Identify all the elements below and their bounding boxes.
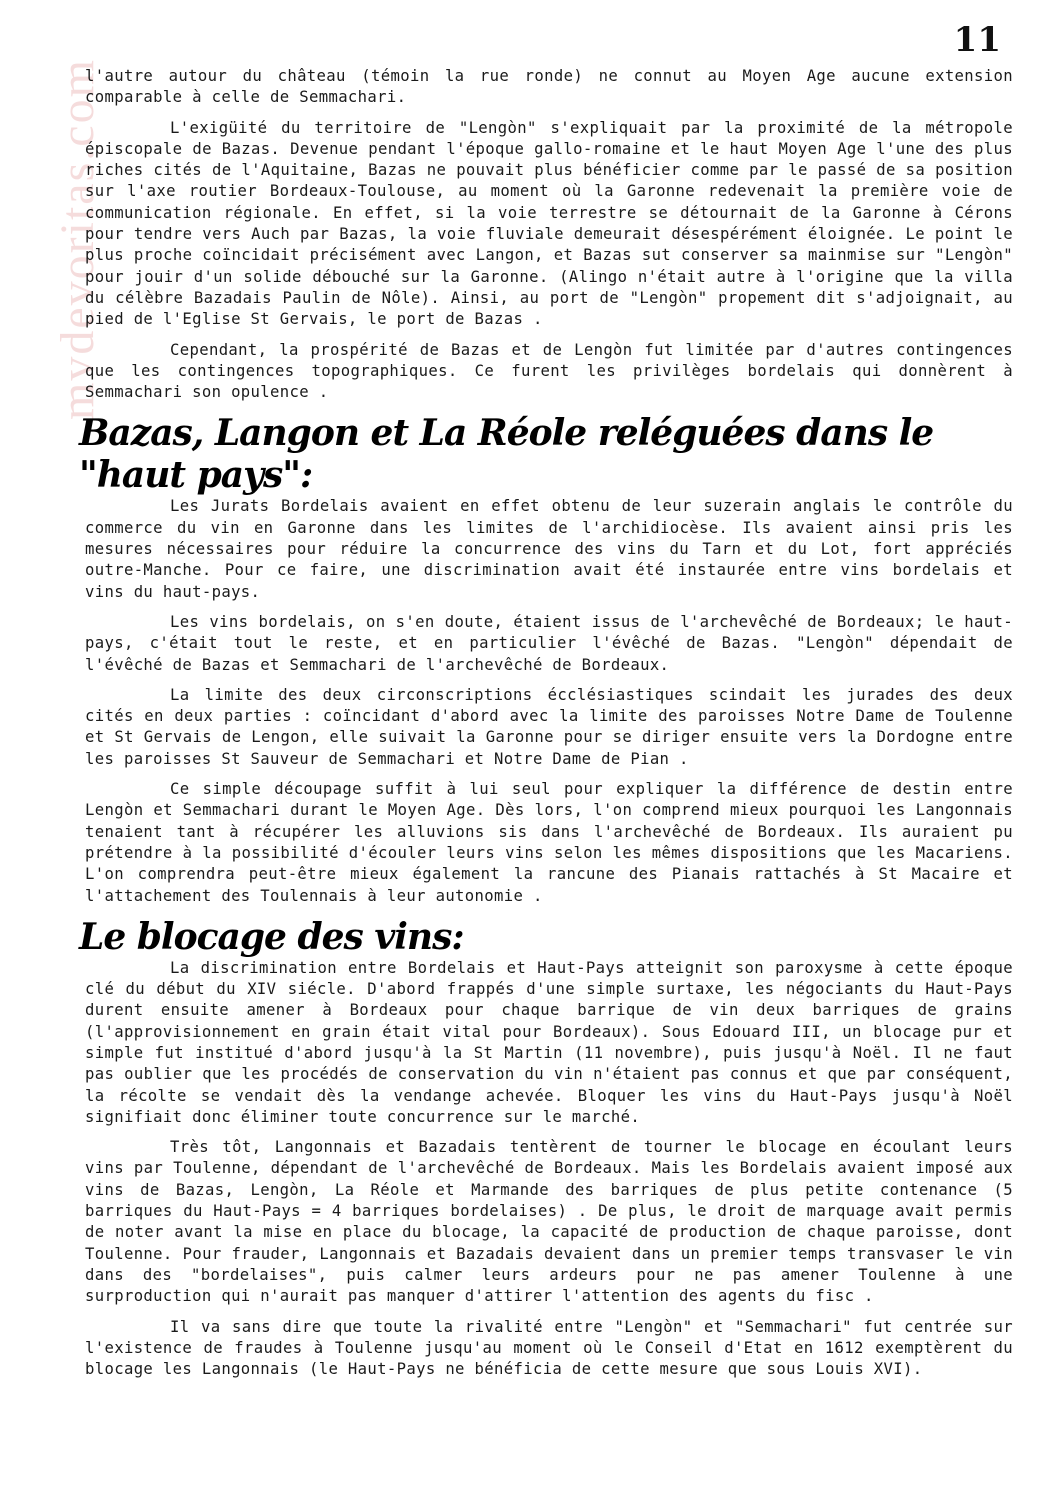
paragraph-section1-4: Ce simple découpage suffit à lui seul pour expliquer la différence de destin entre Lengòn et Semmachari durant le Moyen Age. Dès lors, l'on comprend mieux pourquoi les Langonnais tenaient tant à récupérer les alluvions sis dans l'archevêché de Bordeaux. Ils auraient pu prétendre à la possibilité d'écouler leurs vins selon les mêmes dispositions que les Macariens. L'on comprendra peut-être mieux également la rancune des Pianais rattachés à St Macaire et l'attachement des Toulennais à leur autonomie . bbox=[85, 780, 1013, 905]
page-number: 11 bbox=[953, 20, 1001, 60]
paragraph-section2-1: La discrimination entre Bordelais et Haut-Pays atteignit son paroxysme à cette époque clé du début du XIV siécle. D'abord frappés d'une simple surtaxe, les négociants du Haut-Pays durent ensuite amener à Bordeaux pour chaque barrique de vin deux barriques de grains (l'approvisionnement en grain était vital pour Bordeaux). Sous Edouard III, un blocage pur et simple fut institué d'abord jusqu'à la St Martin (11 novembre), puis jusqu'à Noël. Il ne faut pas oublier que les procédés de conservation du vin n'étaient pas connus et que par conséquent, la récolte se vendait dès la vendange achevée. Bloquer les vins du Haut-Pays jusqu'à Noël signifiait donc éliminer toute concurrence sur le marché. bbox=[85, 958, 1013, 1126]
section-heading-1: Bazas, Langon et La Réole reléguées dans le "haut pays": bbox=[79, 412, 934, 497]
paragraph-intro-2: L'exigüité du territoire de "Lengòn" s'expliquait par la proximité de la métropole épiscopale de Bazas. Devenue pendant l'époque gallo-romaine et le haut Moyen Age l'une des plus riches cités de l'Aquitaine, Bazas ne pouvait plus bénéficier comme par le passé de sa position sur l'axe routier Bordeaux-Toulouse, au moment où la Garonne redevenait la première voie de communication régionale. En effet, si la voie terrestre se détournait de la Garonne à Cérons pour tendre vers Auch par Bazas, la voie fluviale demeurait désespérément éloignée. Le point le plus proche coïncidait précisément avec Langon, et Bazas sut conserver sa mainmise sur "Lengòn" pour jouir d'un solide débouché sur la Garonne. (Alingo n'était autre à l'origine que la villa du célèbre Bazadais Paulin de Nôle). Ainsi, au port de "Lengòn" propement dit s'adjoignait, au pied de l'Eglise St Gervais, le port de Bazas . bbox=[85, 118, 1013, 329]
paragraph-section1-1: Les Jurats Bordelais avaient en effet obtenu de leur suzerain anglais le contrôle du commerce du vin en Garonne dans les limites de l'archidiocèse. Ils avaient ainsi pris les mesures nécessaires pour réduire la concurrence des vins du Tarn et du Lot, fort appréciés outre-Manche. Pour ce faire, une discrimination avait été instaurée entre vins bordelais et vins du haut-pays. bbox=[85, 497, 1013, 601]
document-body bbox=[79, 66, 1013, 1389]
paragraph-intro-1: l'autre autour du château (témoin la rue ronde) ne connut au Moyen Age aucune extension comparable à celle de Semmachari. bbox=[85, 67, 1013, 107]
watermark: mvdevoritas.com bbox=[51, 58, 104, 420]
paragraph-section1-3: La limite des deux circonscriptions écclésiastiques scindait les jurades des deux cités en deux parties : coïncidant d'abord avec la limite des paroisses Notre Dame de Toulenne et St Gervais de Lengon, elle suivait la Garonne pour se diriger ensuite vers la Dordogne entre les paroisses St Sauveur de Semmachari et Notre Dame de Pian . bbox=[85, 685, 1013, 768]
paragraph-section2-3: Il va sans dire que toute la rivalité entre "Lengòn" et "Semmachari" fut centrée sur l'existence de fraudes à Toulenne jusqu'au moment où le Conseil d'Etat en 1612 exemptèrent du blocage les Langonnais (le Haut-Pays ne bénéficia de cette mesure que sous Louis XVI). bbox=[85, 1317, 1013, 1379]
section-heading-2: Le blocage des vins: bbox=[79, 915, 464, 958]
paragraph-section1-2: Les vins bordelais, on s'en doute, étaient issus de l'archevêché de Bordeaux; le haut-pays, c'était tout le reste, et en particulier l'évêché de Bazas. "Lengòn" dépendait de l'évêché de Bazas et Semmachari de l'archevêché de Bordeaux. bbox=[85, 612, 1013, 674]
paragraph-intro-3: Cependant, la prospérité de Bazas et de Lengòn fut limitée par d'autres contingences que les contingences topographiques. Ce furent les privilèges bordelais qui donnèrent à Semmachari son opulence . bbox=[85, 340, 1013, 402]
paragraph-section2-2: Très tôt, Langonnais et Bazadais tentèrent de tourner le blocage en écoulant leurs vins par Toulenne, dépendant de l'archevêché de Bordeaux. Mais les Bordelais avaient imposé aux vins de Bazas, Lengòn, La Réole et Marmande des barriques de plus petite contenance (5 barriques du Haut-Pays = 4 barriques bordelaises) . De plus, le droit de marquage avait permis de noter avant la mise en place du blocage, la capacité de production de chaque paroisse, dont Toulenne. Pour frauder, Langonnais et Bazadais devaient dans un premier temps transvaser le vin dans des "bordelaises", puis calmer leurs ardeurs pour ne pas amener Toulenne à une surproduction qui n'aurait pas manquer d'attirer l'attention des agents du fisc . bbox=[85, 1138, 1013, 1306]
